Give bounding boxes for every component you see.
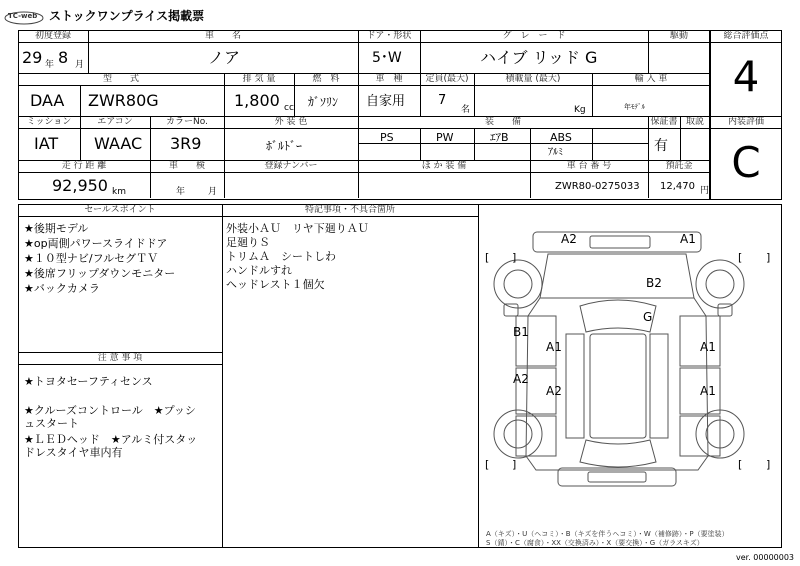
label-other-equip: ほ か 装 備 bbox=[421, 161, 467, 171]
label-exterior-color: 外 装 色 bbox=[274, 117, 308, 127]
inspection-month-unit: 月 bbox=[208, 187, 218, 197]
displacement-unit: cc bbox=[284, 103, 294, 113]
equip-ps: PS bbox=[380, 131, 394, 144]
notice-item: ★ＬＥＤヘッド ★アルミ付スタッ bbox=[24, 433, 198, 446]
grade: ハイブ リッド G bbox=[480, 48, 598, 67]
damage-mark-a1-right-rear: A1 bbox=[700, 384, 716, 398]
exterior-color: ﾎﾞﾙﾄﾞｰ bbox=[266, 139, 303, 153]
car-name: ノア bbox=[208, 48, 241, 67]
bracket: ] bbox=[512, 251, 517, 264]
defect-item: ハンドルすれ bbox=[226, 264, 292, 277]
damage-mark-a2-mid: A2 bbox=[546, 384, 562, 398]
capacity-unit: 名 bbox=[461, 105, 471, 115]
label-manual: 取説 bbox=[685, 117, 704, 127]
import-model-year: 年ﾓﾃﾞﾙ bbox=[624, 103, 645, 111]
defect-item: トリムＡ シートしわ bbox=[226, 250, 336, 263]
label-equipment: 装 備 bbox=[484, 117, 521, 127]
label-fuel: 燃 料 bbox=[312, 74, 340, 84]
label-deposit: 預託金 bbox=[665, 161, 693, 171]
label-interior-score: 内装評価 bbox=[727, 117, 764, 127]
notice-item: ★クルーズコントロール ★プッシ bbox=[24, 404, 196, 417]
logo bbox=[4, 10, 44, 24]
defect-item: 足廻りＳ bbox=[226, 236, 270, 249]
warranty: 有 bbox=[654, 138, 668, 154]
label-car-type: 車 種 bbox=[375, 74, 403, 84]
sales-point-item: ★op両側パワースライドドア bbox=[24, 237, 168, 250]
model: ZWR80G bbox=[88, 91, 159, 110]
version-number: ver. 00000003 bbox=[736, 553, 795, 562]
damage-legend: A（キズ）・U（ヘコミ）・B（キズを伴うヘコミ）・W（補修跡）・P（要塗装） bbox=[486, 530, 729, 538]
defect-item: 外装小ＡＵ リヤ下廻りＡＵ bbox=[226, 222, 369, 235]
label-displacement: 排 気 量 bbox=[242, 74, 276, 84]
damage-legend: S（錆）・C（腐食）・XX（交換済み）・X（要交換）・G（ガラスキズ） bbox=[486, 539, 704, 547]
damage-mark-a1-right: A1 bbox=[700, 340, 716, 354]
page-title: ストックワンプライス掲載票 bbox=[49, 9, 205, 23]
label-plate: 登録ナンバー bbox=[264, 161, 318, 171]
overall-score: 4 bbox=[732, 52, 760, 101]
label-mission: ミッション bbox=[26, 117, 72, 127]
bracket: [ bbox=[485, 251, 490, 264]
interior-score: C bbox=[731, 138, 761, 187]
inspection-year-unit: 年 bbox=[176, 187, 186, 197]
chassis-number: ZWR80-0275033 bbox=[555, 181, 640, 192]
notice-item: ュスタート bbox=[24, 417, 79, 430]
label-load: 積載量 (最大) bbox=[505, 74, 561, 84]
mileage: 92,950 bbox=[52, 176, 108, 195]
bracket: ] bbox=[766, 251, 771, 264]
label-color-no: カラーNo. bbox=[166, 117, 208, 127]
damage-mark-a1-front: A1 bbox=[680, 232, 696, 246]
deposit-unit: 円 bbox=[700, 186, 710, 196]
bracket: ] bbox=[766, 458, 771, 471]
label-drive: 駆動 bbox=[669, 31, 688, 41]
bracket: [ bbox=[485, 458, 490, 471]
label-import: 輸 入 車 bbox=[634, 74, 668, 84]
label-notices: 注 意 事 項 bbox=[97, 353, 143, 363]
reg-month: 8 bbox=[58, 48, 69, 67]
damage-mark-g: G bbox=[643, 310, 653, 324]
label-car-name: 車 名 bbox=[204, 31, 241, 41]
deposit: 12,470 bbox=[660, 181, 695, 192]
label-aircon: エアコン bbox=[97, 117, 133, 127]
main-form bbox=[18, 30, 710, 200]
equip-airbag: ｴｱB bbox=[490, 131, 509, 144]
label-first-reg: 初度登録 bbox=[34, 31, 71, 41]
mission: IAT bbox=[34, 134, 59, 153]
label-capacity: 定員(最大) bbox=[425, 74, 469, 84]
door-shape: 5･W bbox=[372, 50, 402, 66]
reg-year: 29 bbox=[22, 48, 43, 67]
label-mileage: 走 行 距 離 bbox=[61, 161, 107, 171]
label-warranty: 保証書 bbox=[650, 117, 678, 127]
notice-item: ドレスタイヤ車内有 bbox=[24, 446, 123, 459]
mileage-unit: km bbox=[112, 187, 126, 197]
vehicle-diagram bbox=[480, 206, 778, 526]
car-type: 自家用 bbox=[366, 94, 406, 109]
damage-mark-a1-left: A1 bbox=[546, 340, 562, 354]
damage-mark-a2-front: A2 bbox=[561, 232, 577, 246]
label-overall-score: 総合評価点 bbox=[723, 31, 769, 41]
label-defects: 特記事項・不具合箇所 bbox=[304, 205, 395, 215]
damage-mark-b2: B2 bbox=[646, 276, 662, 290]
reg-month-unit: 月 bbox=[75, 60, 85, 70]
damage-mark-b1: B1 bbox=[513, 325, 529, 339]
reg-year-unit: 年 bbox=[45, 60, 55, 70]
sales-point-item: ★バックカメラ bbox=[24, 282, 100, 295]
logo-text: TC-web bbox=[8, 12, 38, 20]
displacement: 1,800 bbox=[234, 91, 280, 110]
label-inspection: 車 検 bbox=[168, 161, 205, 171]
notice-item: ★トヨタセーフティセンス bbox=[24, 375, 153, 388]
model-prefix: DAA bbox=[30, 91, 65, 110]
label-door-shape: ドア・形状 bbox=[366, 31, 412, 41]
aircon: WAAC bbox=[94, 134, 143, 153]
bracket: ] bbox=[512, 458, 517, 471]
sales-point-item: ★後期モデル bbox=[24, 222, 89, 235]
damage-mark-a2-left: A2 bbox=[513, 372, 529, 386]
sales-point-item: ★後席フリップダウンモニター bbox=[24, 267, 176, 280]
defect-item: ヘッドレスト１個欠 bbox=[226, 278, 325, 291]
fuel: ｶﾞｿﾘﾝ bbox=[308, 95, 339, 109]
sales-point-item: ★１０型ナビ/フルセグＴＶ bbox=[24, 252, 159, 265]
label-grade: グ レ ー ド bbox=[502, 31, 566, 41]
equip-abs: ABS bbox=[550, 131, 572, 144]
load-unit: Kg bbox=[574, 105, 586, 115]
label-model: 型 式 bbox=[102, 74, 139, 84]
equip-pw: PW bbox=[436, 131, 454, 144]
label-chassis: 車 台 番 号 bbox=[566, 161, 612, 171]
color-no: 3R9 bbox=[170, 134, 202, 153]
capacity: 7 bbox=[438, 93, 447, 108]
bracket: [ bbox=[738, 458, 743, 471]
bracket: [ bbox=[738, 251, 743, 264]
label-sales-points: セールスポイント bbox=[84, 205, 156, 215]
equip-alumi: ｱﾙﾐ bbox=[548, 147, 563, 158]
